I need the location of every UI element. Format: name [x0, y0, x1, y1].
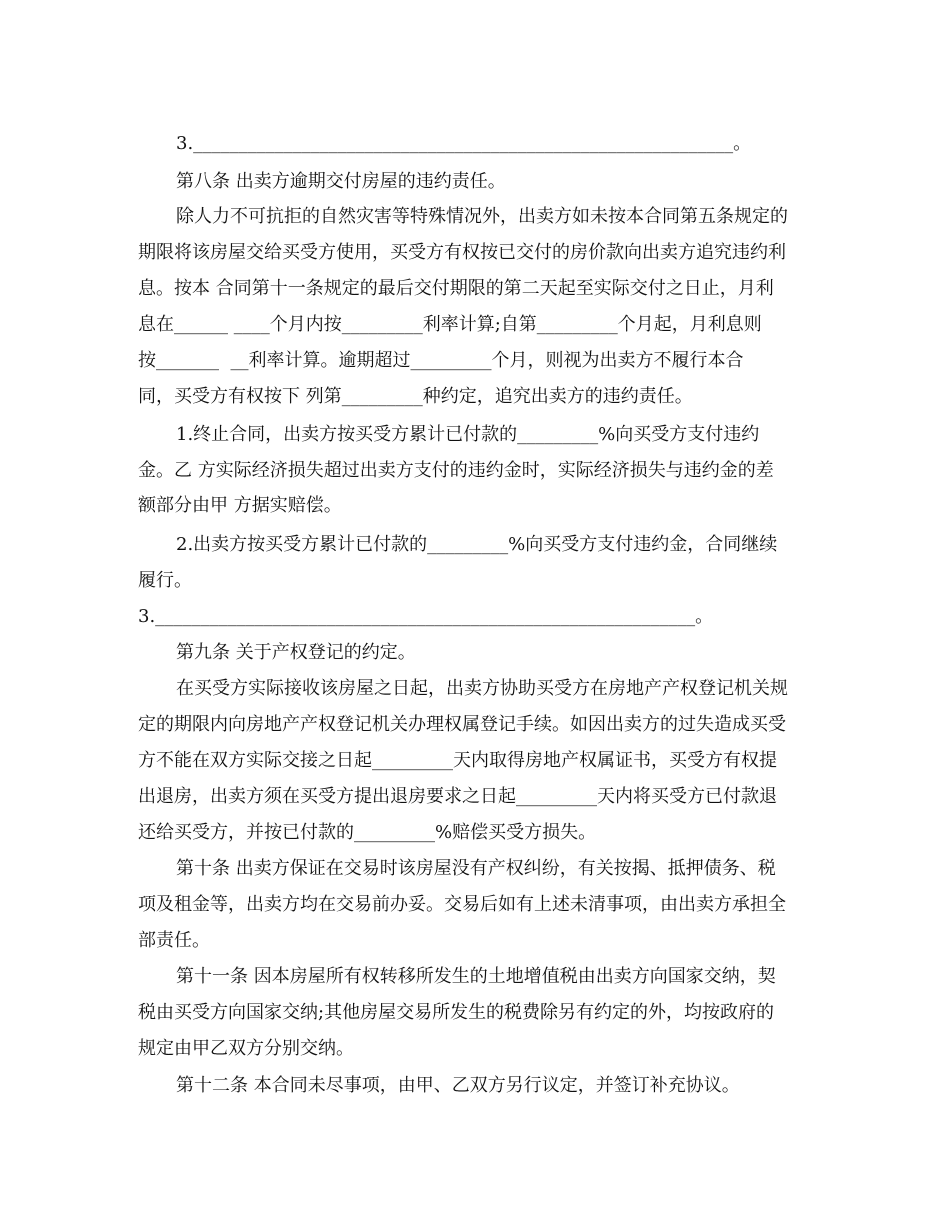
- article-8-body-line-3: 息。按本 合同第十一条规定的最后交付期限的第二天起至实际交付之日止，月利: [138, 278, 774, 299]
- article-8-body-line-6: 同，买受方有权按下 列第_________种约定，追究出卖方的违约责任。: [138, 386, 693, 407]
- article-8-body-line-1: 除人力不可抗拒的自然灾害等特殊情况外，出卖方如未按本合同第五条规定的: [176, 206, 788, 227]
- article-8-option-1-line-1: 1.终止合同，出卖方按买受方累计已付款的_________%向买受方支付违约: [176, 424, 760, 445]
- article-8-body-line-5: 按_______ __利率计算。逾期超过_________个月，则视为出卖方不履行本合: [138, 350, 744, 371]
- article-8-body-line-2: 期限将该房屋交给买受方使用，买受方有权按已交付的房价款向出卖方追究违约利: [138, 242, 786, 263]
- article-9-heading: 第九条 关于产权登记的约定。: [176, 642, 416, 663]
- article-8-option-1-line-3: 额部分由甲 方据实赔偿。: [138, 495, 342, 516]
- article-10-line-3: 部责任。: [138, 930, 210, 951]
- article-9-body-line-5: 还给买受方，并按已付款的_________%赔偿买受方损失。: [138, 822, 597, 843]
- article-8-heading: 第八条 出卖方逾期交付房屋的违约责任。: [176, 171, 506, 192]
- article-11-line-2: 税由买受方向国家交纳;其他房屋交易所发生的税费除另有约定的外，均按政府的: [138, 1002, 775, 1023]
- article-9-body-line-1: 在买受方实际接收该房屋之日起，出卖方协助买受方在房地产产权登记机关规: [176, 678, 788, 699]
- article-9-body-line-3: 方不能在双方实际交接之日起_________天内取得房地产权属证书，买受方有权提: [138, 750, 777, 771]
- article-10-line-2: 项及租金等，出卖方均在交易前办妥。交易后如有上述未清事项，由出卖方承担全: [138, 894, 786, 915]
- article-12-line-1: 第十二条 本合同未尽事项，由甲、乙双方另行议定，并签订补充协议。: [176, 1075, 740, 1096]
- clause-7-item-3-blank: 3.____________________________________________________________。: [176, 133, 752, 154]
- article-9-body-line-2: 定的期限内向房地产产权登记机关办理权属登记手续。如因出卖方的过失造成买受: [138, 714, 786, 735]
- article-8-option-3-blank: 3.____________________________________________________________。: [138, 606, 714, 627]
- article-11-line-3: 规定由甲乙双方分别交纳。: [138, 1038, 354, 1059]
- article-8-body-line-4: 息在______ ____个月内按_________利率计算;自第_________个月起，月利息则: [138, 314, 762, 335]
- article-8-option-2-line-1: 2.出卖方按买受方累计已付款的_________%向买受方支付违约金，合同继续: [176, 534, 778, 555]
- article-11-line-1: 第十一条 因本房屋所有权转移所发生的土地增值税由出卖方向国家交纳，契: [176, 966, 776, 987]
- article-8-option-1-line-2: 金。乙 方实际经济损失超过出卖方支付的违约金时，实际经济损失与违约金的差: [138, 460, 774, 481]
- article-9-body-line-4: 出退房，出卖方须在买受方提出退房要求之日起_________天内将买受方已付款退: [138, 786, 777, 807]
- article-8-option-2-line-2: 履行。: [138, 570, 192, 591]
- article-10-line-1: 第十条 出卖方保证在交易时该房屋没有产权纠纷，有关按揭、抵押债务、税: [176, 858, 776, 879]
